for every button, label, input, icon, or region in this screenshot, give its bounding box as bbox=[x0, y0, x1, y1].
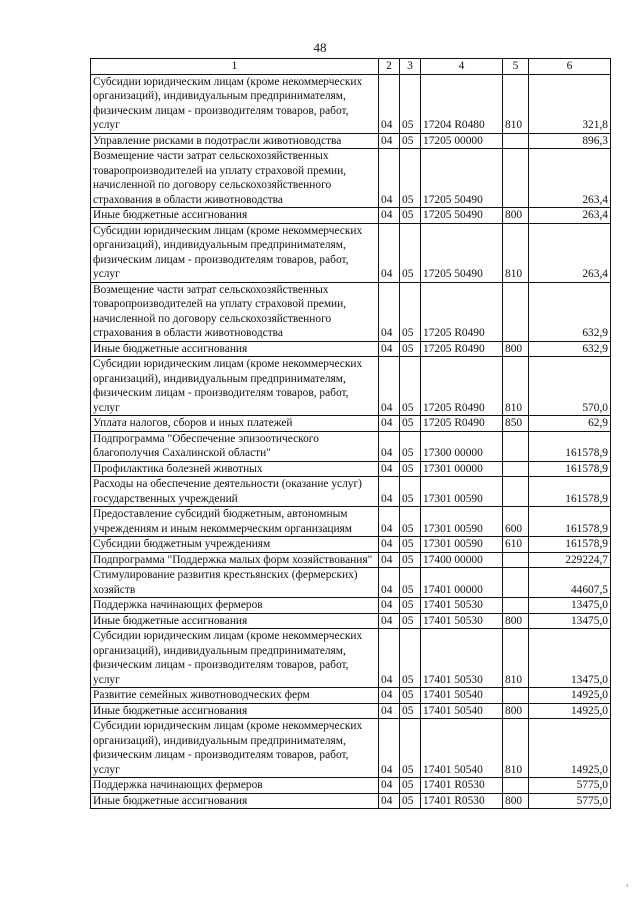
row-target-article-cell: 17401 R0530 bbox=[421, 793, 503, 809]
header-col-2: 2 bbox=[379, 59, 400, 75]
table-row bbox=[91, 507, 611, 537]
row-amount-cell: 161578,9 bbox=[529, 461, 611, 477]
row-name-cell: Субсидии юридическим лицам (кроме некоммерческих организаций), индивидуальным предпринимателям, физическим лицам - производителям товаров, работ, услуг bbox=[91, 74, 379, 133]
row-name-cell: Субсидии юридическим лицам (кроме некоммерческих организаций), индивидуальным предпринимателям, физическим лицам - производителям товаров, работ, услуг bbox=[91, 629, 379, 688]
row-expense-type-cell bbox=[503, 552, 529, 568]
row-subsection-cell: 05 bbox=[400, 688, 421, 704]
row-section-cell: 04 bbox=[379, 598, 400, 614]
row-name-cell: Возмещение части затрат сельскохозяйственных товаропроизводителей на уплату страховой премии, начисленной по договору сельскохозяйственного страхования в области животноводства bbox=[91, 149, 379, 208]
table-row bbox=[91, 568, 611, 598]
row-subsection-cell: 05 bbox=[400, 133, 421, 149]
row-target-article-cell: 17205 R0490 bbox=[421, 341, 503, 357]
row-name-cell: Иные бюджетные ассигнования bbox=[91, 703, 379, 719]
row-name-cell: Иные бюджетные ассигнования bbox=[91, 208, 379, 224]
row-section-cell: 04 bbox=[379, 719, 400, 778]
table-row bbox=[91, 133, 611, 149]
row-subsection-cell: 05 bbox=[400, 507, 421, 537]
row-amount-cell: 632,9 bbox=[529, 341, 611, 357]
row-target-article-cell: 17401 50530 bbox=[421, 613, 503, 629]
row-name-cell: Поддержка начинающих фермеров bbox=[91, 778, 379, 794]
row-target-article-cell: 17301 00000 bbox=[421, 461, 503, 477]
row-section-cell: 04 bbox=[379, 552, 400, 568]
row-subsection-cell: 05 bbox=[400, 149, 421, 208]
row-name-cell: Иные бюджетные ассигнования bbox=[91, 341, 379, 357]
row-name-cell: Расходы на обеспечение деятельности (оказание услуг) государственных учреждений bbox=[91, 477, 379, 507]
row-amount-cell: 229224,7 bbox=[529, 552, 611, 568]
row-expense-type-cell bbox=[503, 598, 529, 614]
table-row bbox=[91, 341, 611, 357]
row-expense-type-cell: 800 bbox=[503, 703, 529, 719]
page-number: 48 bbox=[313, 40, 327, 55]
table-row bbox=[91, 703, 611, 719]
row-amount-cell: 321,8 bbox=[529, 74, 611, 133]
header-col-3: 3 bbox=[400, 59, 421, 75]
table-row bbox=[91, 223, 611, 282]
row-expense-type-cell: 810 bbox=[503, 74, 529, 133]
table-row bbox=[91, 688, 611, 704]
row-section-cell: 04 bbox=[379, 461, 400, 477]
row-amount-cell: 14925,0 bbox=[529, 703, 611, 719]
row-amount-cell: 14925,0 bbox=[529, 688, 611, 704]
row-target-article-cell: 17301 00590 bbox=[421, 507, 503, 537]
row-amount-cell: 263,4 bbox=[529, 208, 611, 224]
row-name-cell: Субсидии юридическим лицам (кроме некоммерческих организаций), индивидуальным предпринимателям, физическим лицам - производителям товаров, работ, услуг bbox=[91, 719, 379, 778]
row-amount-cell: 13475,0 bbox=[529, 613, 611, 629]
row-subsection-cell: 05 bbox=[400, 477, 421, 507]
row-expense-type-cell bbox=[503, 149, 529, 208]
header-col-6: 6 bbox=[529, 59, 611, 75]
budget-table bbox=[90, 58, 611, 809]
row-amount-cell: 14925,0 bbox=[529, 719, 611, 778]
row-section-cell: 04 bbox=[379, 149, 400, 208]
corner-mark: ' bbox=[626, 883, 628, 893]
row-amount-cell: 263,4 bbox=[529, 223, 611, 282]
row-section-cell: 04 bbox=[379, 507, 400, 537]
row-subsection-cell: 05 bbox=[400, 537, 421, 553]
row-target-article-cell: 17300 00000 bbox=[421, 431, 503, 461]
row-target-article-cell: 17301 00590 bbox=[421, 477, 503, 507]
row-amount-cell: 161578,9 bbox=[529, 477, 611, 507]
row-target-article-cell: 17401 00000 bbox=[421, 568, 503, 598]
table-row bbox=[91, 431, 611, 461]
row-expense-type-cell: 610 bbox=[503, 537, 529, 553]
header-col-4: 4 bbox=[421, 59, 503, 75]
row-amount-cell: 161578,9 bbox=[529, 431, 611, 461]
header-col-5: 5 bbox=[503, 59, 529, 75]
row-target-article-cell: 17400 00000 bbox=[421, 552, 503, 568]
table-row bbox=[91, 552, 611, 568]
row-amount-cell: 5775,0 bbox=[529, 793, 611, 809]
row-amount-cell: 13475,0 bbox=[529, 598, 611, 614]
row-target-article-cell: 17401 R0530 bbox=[421, 778, 503, 794]
row-section-cell: 04 bbox=[379, 568, 400, 598]
row-subsection-cell: 05 bbox=[400, 282, 421, 341]
row-expense-type-cell: 800 bbox=[503, 341, 529, 357]
row-section-cell: 04 bbox=[379, 431, 400, 461]
table-row bbox=[91, 613, 611, 629]
row-section-cell: 04 bbox=[379, 74, 400, 133]
row-section-cell: 04 bbox=[379, 208, 400, 224]
row-target-article-cell: 17205 R0490 bbox=[421, 357, 503, 416]
row-subsection-cell: 05 bbox=[400, 703, 421, 719]
row-section-cell: 04 bbox=[379, 133, 400, 149]
table-row bbox=[91, 208, 611, 224]
row-expense-type-cell bbox=[503, 461, 529, 477]
row-name-cell: Субсидии юридическим лицам (кроме некоммерческих организаций), индивидуальным предпринимателям, физическим лицам - производителям товаров, работ, услуг bbox=[91, 223, 379, 282]
row-subsection-cell: 05 bbox=[400, 461, 421, 477]
table-row bbox=[91, 149, 611, 208]
row-expense-type-cell bbox=[503, 778, 529, 794]
row-amount-cell: 5775,0 bbox=[529, 778, 611, 794]
row-section-cell: 04 bbox=[379, 793, 400, 809]
row-name-cell: Возмещение части затрат сельскохозяйственных товаропроизводителей на уплату страховой премии, начисленной по договору сельскохозяйственного страхования в области животноводства bbox=[91, 282, 379, 341]
row-target-article-cell: 17205 R0490 bbox=[421, 416, 503, 432]
row-section-cell: 04 bbox=[379, 778, 400, 794]
row-subsection-cell: 05 bbox=[400, 793, 421, 809]
table-row bbox=[91, 793, 611, 809]
row-name-cell: Развитие семейных животноводческих ферм bbox=[91, 688, 379, 704]
row-expense-type-cell: 800 bbox=[503, 613, 529, 629]
row-amount-cell: 161578,9 bbox=[529, 537, 611, 553]
table-row bbox=[91, 537, 611, 553]
row-amount-cell: 896,3 bbox=[529, 133, 611, 149]
row-section-cell: 04 bbox=[379, 613, 400, 629]
table-row bbox=[91, 357, 611, 416]
row-expense-type-cell: 810 bbox=[503, 719, 529, 778]
table-body bbox=[91, 74, 611, 809]
row-amount-cell: 161578,9 bbox=[529, 507, 611, 537]
row-amount-cell: 62,9 bbox=[529, 416, 611, 432]
row-amount-cell: 263,4 bbox=[529, 149, 611, 208]
table-row bbox=[91, 778, 611, 794]
row-expense-type-cell: 800 bbox=[503, 208, 529, 224]
row-section-cell: 04 bbox=[379, 703, 400, 719]
table-row bbox=[91, 282, 611, 341]
row-subsection-cell: 05 bbox=[400, 431, 421, 461]
row-subsection-cell: 05 bbox=[400, 74, 421, 133]
row-name-cell: Управление рисками в подотрасли животноводства bbox=[91, 133, 379, 149]
row-target-article-cell: 17401 50540 bbox=[421, 719, 503, 778]
row-amount-cell: 632,9 bbox=[529, 282, 611, 341]
row-amount-cell: 44607,5 bbox=[529, 568, 611, 598]
row-subsection-cell: 05 bbox=[400, 357, 421, 416]
table-row bbox=[91, 598, 611, 614]
row-section-cell: 04 bbox=[379, 537, 400, 553]
row-target-article-cell: 17204 R0480 bbox=[421, 74, 503, 133]
row-expense-type-cell bbox=[503, 133, 529, 149]
header-row bbox=[91, 59, 611, 75]
row-expense-type-cell bbox=[503, 431, 529, 461]
row-expense-type-cell bbox=[503, 282, 529, 341]
row-amount-cell: 13475,0 bbox=[529, 629, 611, 688]
table-row bbox=[91, 461, 611, 477]
row-name-cell: Уплата налогов, сборов и иных платежей bbox=[91, 416, 379, 432]
row-name-cell: Подпрограмма "Поддержка малых форм хозяйствования" bbox=[91, 552, 379, 568]
row-expense-type-cell bbox=[503, 568, 529, 598]
row-section-cell: 04 bbox=[379, 341, 400, 357]
row-name-cell: Стимулирование развития крестьянских (фермерских) хозяйств bbox=[91, 568, 379, 598]
row-name-cell: Профилактика болезней животных bbox=[91, 461, 379, 477]
row-target-article-cell: 17301 00590 bbox=[421, 537, 503, 553]
row-subsection-cell: 05 bbox=[400, 208, 421, 224]
row-expense-type-cell: 810 bbox=[503, 629, 529, 688]
row-target-article-cell: 17205 50490 bbox=[421, 223, 503, 282]
row-expense-type-cell bbox=[503, 688, 529, 704]
row-subsection-cell: 05 bbox=[400, 778, 421, 794]
row-target-article-cell: 17401 50530 bbox=[421, 598, 503, 614]
row-subsection-cell: 05 bbox=[400, 223, 421, 282]
row-target-article-cell: 17401 50540 bbox=[421, 688, 503, 704]
table-row bbox=[91, 416, 611, 432]
row-target-article-cell: 17205 00000 bbox=[421, 133, 503, 149]
row-target-article-cell: 17205 50490 bbox=[421, 149, 503, 208]
row-subsection-cell: 05 bbox=[400, 598, 421, 614]
row-section-cell: 04 bbox=[379, 629, 400, 688]
row-section-cell: 04 bbox=[379, 477, 400, 507]
row-subsection-cell: 05 bbox=[400, 568, 421, 598]
row-expense-type-cell: 810 bbox=[503, 223, 529, 282]
row-section-cell: 04 bbox=[379, 223, 400, 282]
row-name-cell: Подпрограмма "Обеспечение эпизоотического благополучия Сахалинской области" bbox=[91, 431, 379, 461]
table-row bbox=[91, 74, 611, 133]
row-expense-type-cell: 810 bbox=[503, 357, 529, 416]
row-expense-type-cell: 600 bbox=[503, 507, 529, 537]
table-row bbox=[91, 477, 611, 507]
header-col-1: 1 bbox=[91, 59, 379, 75]
row-subsection-cell: 05 bbox=[400, 629, 421, 688]
row-target-article-cell: 17401 50530 bbox=[421, 629, 503, 688]
row-subsection-cell: 05 bbox=[400, 341, 421, 357]
row-section-cell: 04 bbox=[379, 416, 400, 432]
row-target-article-cell: 17205 R0490 bbox=[421, 282, 503, 341]
row-name-cell: Субсидии юридическим лицам (кроме некоммерческих организаций), индивидуальным предпринимателям, физическим лицам - производителям товаров, работ, услуг bbox=[91, 357, 379, 416]
row-amount-cell: 570,0 bbox=[529, 357, 611, 416]
row-subsection-cell: 05 bbox=[400, 719, 421, 778]
row-name-cell: Иные бюджетные ассигнования bbox=[91, 793, 379, 809]
row-expense-type-cell bbox=[503, 477, 529, 507]
row-target-article-cell: 17401 50540 bbox=[421, 703, 503, 719]
row-expense-type-cell: 850 bbox=[503, 416, 529, 432]
row-section-cell: 04 bbox=[379, 357, 400, 416]
row-name-cell: Поддержка начинающих фермеров bbox=[91, 598, 379, 614]
row-section-cell: 04 bbox=[379, 688, 400, 704]
row-name-cell: Предоставление субсидий бюджетным, автономным учреждениям и иным некоммерческим организациям bbox=[91, 507, 379, 537]
row-section-cell: 04 bbox=[379, 282, 400, 341]
row-name-cell: Иные бюджетные ассигнования bbox=[91, 613, 379, 629]
row-target-article-cell: 17205 50490 bbox=[421, 208, 503, 224]
row-subsection-cell: 05 bbox=[400, 416, 421, 432]
table-row bbox=[91, 629, 611, 688]
row-subsection-cell: 05 bbox=[400, 552, 421, 568]
row-subsection-cell: 05 bbox=[400, 613, 421, 629]
row-name-cell: Субсидии бюджетным учреждениям bbox=[91, 537, 379, 553]
table-row bbox=[91, 719, 611, 778]
row-expense-type-cell: 800 bbox=[503, 793, 529, 809]
